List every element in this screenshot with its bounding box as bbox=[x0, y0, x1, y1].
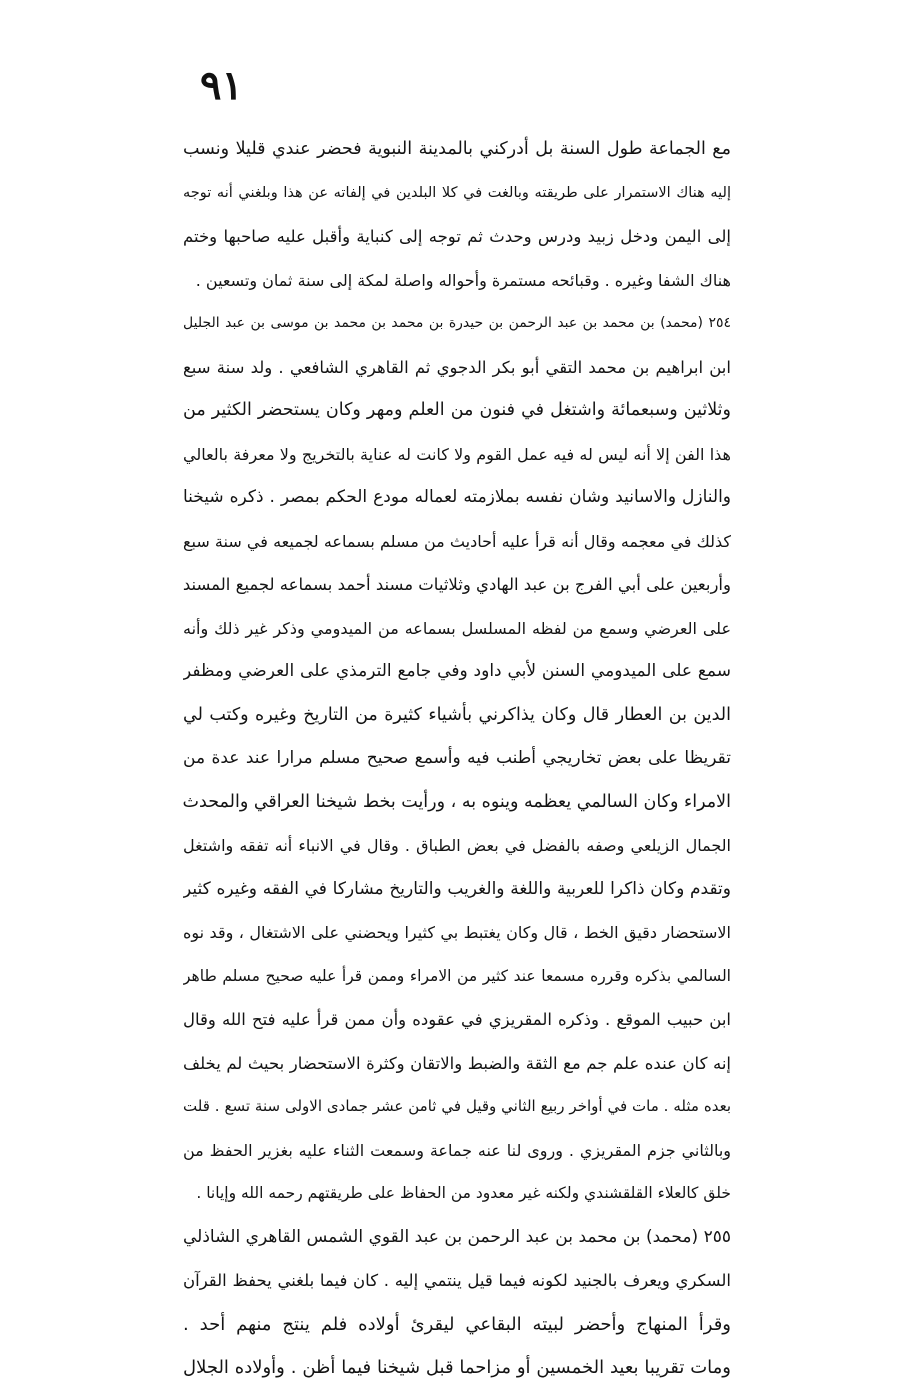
page-number: ٩١ bbox=[200, 62, 243, 109]
text-line: وأربعين على أبي الفرج بن عبد الهادي وثلاثيات مسند أحمد بسماعه لجميع المسند bbox=[183, 575, 731, 594]
text-line: كذلك في معجمه وقال أنه قرأ عليه أحاديث من مسلم بسماعه لجميعه في سنة سبع bbox=[183, 531, 731, 551]
text-line: وبالثاني جزم المقريزي . وروى لنا عنه جماعة وسمعت الثناء عليه بغزير الحفظ من bbox=[183, 1140, 731, 1160]
text-line: ومات تقريبا بعيد الخمسين أو مزاحما قبل شيخنا فيما أظن . وأولاده الجلال bbox=[183, 1357, 731, 1378]
text-line: الاستحضار دقيق الخط ، قال وكان يغتبط بي كثيرا ويحضني على الاشتغال ، وقد نوه bbox=[183, 923, 731, 942]
text-line: بعده مثله . مات في أواخر ربيع الثاني وقيل في ثامن عشر جمادى الاولى سنة تسع . قلت bbox=[183, 1097, 731, 1115]
text-line: وتقدم وكان ذاكرا للعربية واللغة والغريب والتاريخ مشاركا في الفقه وغيره كثير bbox=[183, 878, 731, 899]
text-line: السالمي بذكره وقرره مسمعا عند كثير من الامراء وممن قرأ عليه صحيح مسلم طاهر bbox=[183, 966, 731, 985]
text-line: هناك الشفا وغيره . وقبائحه مستمرة وأحواله واصلة لمكة إلى سنة ثمان وتسعين . bbox=[195, 270, 731, 290]
text-line: السكري ويعرف بالجنيد لكونه فيما قيل ينتمي إليه . كان فيما بلغني يحفظ القرآن bbox=[183, 1271, 731, 1290]
body-text bbox=[183, 128, 731, 1390]
text-line: تقريظا على بعض تخاريجي أطنب فيه وأسمع صحيح مسلم مرارا عند عدة من bbox=[183, 748, 731, 768]
text-line: إنه كان عنده علم جم مع الثقة والضبط والاتقان وكثرة الاستحضار بحيث لم يخلف bbox=[183, 1053, 731, 1073]
text-line: الدين بن العطار قال وكان يذاكرني بأشياء كثيرة من التاريخ وغيره وكتب لي bbox=[183, 704, 731, 725]
text-line: ابن حبيب الموقع . وذكره المقريزي في عقوده وأن ممن قرأ عليه فتح الله وقال bbox=[183, 1010, 731, 1029]
text-line: مع الجماعة طول السنة بل أدركني بالمدينة النبوية فحضر عندي قليلا ونسب bbox=[183, 139, 731, 159]
entry-255-heading: ٢٥٥ (محمد) بن محمد بن عبد الرحمن بن عبد القوي الشمس القاهري الشاذلي bbox=[183, 1226, 731, 1247]
text-line: الامراء وكان السالمي يعظمه وينوه به ، ورأيت بخط شيخنا العراقي والمحدث bbox=[183, 791, 731, 812]
text-line: وقرأ المنهاج وأحضر لبيته البقاعي ليقرئ أولاده فلم ينتج منهم أحد . bbox=[183, 1313, 731, 1335]
text-line: والنازل والاسانيد وشان نفسه بملازمته لعماله مودع الحكم بمصر . ذكره شيخنا bbox=[183, 487, 731, 507]
text-line: وثلاثين وسبعمائة واشتغل في فنون من العلم ومهر وكان يستحضر الكثير من bbox=[183, 400, 731, 420]
text-line: الجمال الزيلعي وصفه بالفضل في بعض الطباق . وقال في الانباء أنه تفقه واشتغل bbox=[183, 836, 731, 855]
entry-254-heading: ٢٥٤ (محمد) بن محمد بن عبد الرحمن بن حيدرة بن محمد بن محمد بن موسى بن عبد الجليل bbox=[183, 315, 731, 331]
text-line: ابن ابراهيم بن محمد التقي أبو بكر الدجوي ثم القاهري الشافعي . ولد سنة سبع bbox=[183, 357, 731, 377]
text-line: على العرضي وسمع من لفظه المسلسل بسماعه من الميدومي وذكر غير ذلك وأنه bbox=[183, 618, 731, 638]
text-line: إليه هناك الاستمرار على طريقته وبالغت في كلا البلدين في إلفاته عن هذا وبلغني أنه توجه bbox=[183, 184, 731, 201]
text-line: خلق كالعلاء القلقشندي ولكنه غير معدود من الحفاظ على طريقتهم رحمه الله وإيانا . bbox=[196, 1184, 731, 1202]
text-line: سمع على الميدومي السنن لأبي داود وفي جامع الترمذي على العرضي ومظفر bbox=[183, 661, 731, 681]
text-line: إلى اليمن ودخل زبيد ودرس وحدث ثم توجه إلى كنباية وأقبل عليه صاحبها وختم bbox=[183, 227, 731, 246]
text-line: هذا الفن إلا أنه ليس له فيه عمل القوم ولا كانت له عناية بالتخريج ولا معرفة بالعالي bbox=[183, 444, 731, 464]
